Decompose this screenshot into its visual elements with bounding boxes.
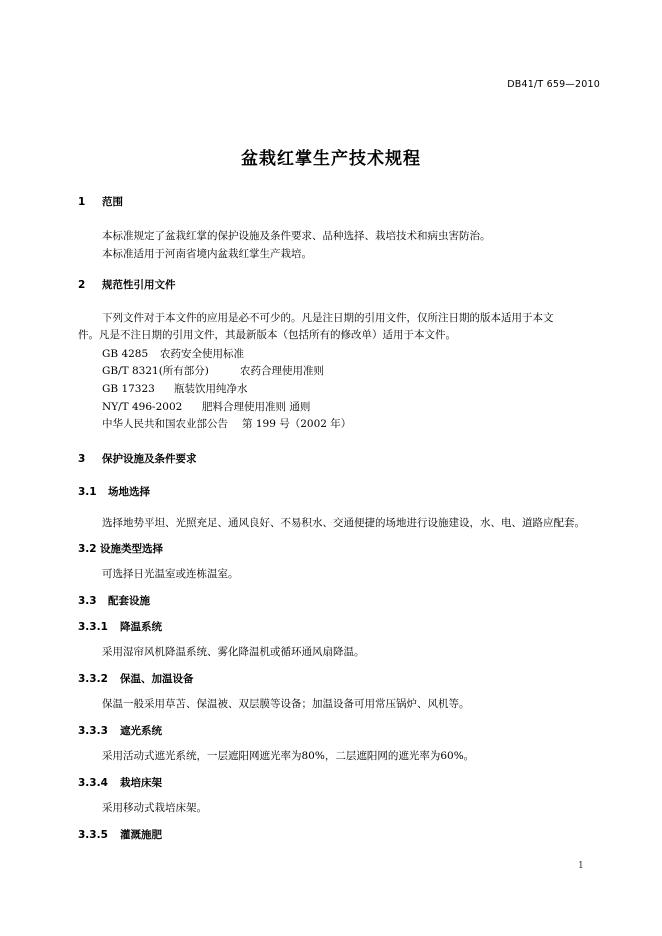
standard-code: DB41/T 659—2010 (507, 79, 600, 90)
section-number: 3.3.2 (78, 673, 108, 685)
paragraph: 件。凡是不注日期的引用文件，其最新版本（包括所有的修改单）适用于本文件。 (78, 329, 456, 341)
section-title: 规范性引用文件 (102, 279, 176, 291)
section-title: 降温系统 (120, 621, 162, 633)
section-number: 3 (78, 453, 86, 465)
subsection-3-3-1-heading (78, 619, 162, 634)
section-number: 3.2 (78, 543, 97, 555)
section-title: 灌溉施肥 (120, 829, 162, 841)
reference-item (102, 346, 244, 361)
paragraph: 采用移动式栽培床架。 (102, 802, 207, 814)
reference-code: GB 17323 (102, 383, 155, 395)
subsection-3-3-5-heading (78, 827, 162, 842)
subsection-3-2-heading (78, 541, 163, 556)
subsection-3-3-2-heading (78, 671, 194, 686)
paragraph: 本标准规定了盆栽红掌的保护设施及条件要求、品种选择、栽培技术和病虫害防治。 (102, 230, 491, 242)
section-title: 遮光系统 (120, 725, 162, 737)
reference-item (102, 399, 310, 414)
paragraph: 采用湿帘风机降温系统、雾化降温机或循环通风扇降温。 (102, 646, 365, 658)
section-number: 3.3.4 (78, 777, 108, 789)
reference-name: 第 199 号（2002 年） (242, 418, 352, 430)
reference-item (102, 363, 324, 378)
section-number: 2 (78, 279, 86, 291)
paragraph: 本标准适用于河南省境内盆栽红掌生产栽培。 (102, 248, 312, 260)
reference-item (102, 416, 351, 431)
reference-name: 肥料合理使用准则 通则 (202, 401, 311, 413)
reference-name: 农药合理使用准则 (240, 365, 324, 377)
section-title: 配套设施 (108, 595, 150, 607)
subsection-3-1-heading (78, 484, 150, 499)
section-number: 3.3.1 (78, 621, 108, 633)
paragraph: 保温一般采用草苫、保温被、双层膜等设备；加温设备可用常压锅炉、风机等。 (102, 698, 470, 710)
paragraph: 下列文件对于本文件的应用是必不可少的。凡是注日期的引用文件，仅所注日期的版本适用于本文 (102, 312, 554, 324)
subsection-3-3-3-heading (78, 723, 162, 738)
reference-name: 农药安全使用标准 (160, 348, 244, 360)
section-number: 1 (78, 196, 86, 208)
page-number: 1 (578, 861, 584, 871)
section-title: 栽培床架 (120, 777, 162, 789)
reference-code: 中华人民共和国农业部公告 (102, 418, 228, 430)
section-number: 3.3.3 (78, 725, 108, 737)
reference-name: 瓶装饮用纯净水 (174, 383, 248, 395)
section-1-heading (78, 194, 123, 209)
section-title: 保温、加温设备 (120, 673, 194, 685)
section-title: 设施类型选择 (100, 543, 163, 555)
section-title: 场地选择 (108, 486, 150, 498)
section-number: 3.1 (78, 486, 97, 498)
section-title: 保护设施及条件要求 (102, 453, 197, 465)
section-number: 3.3.5 (78, 829, 108, 841)
section-number: 3.3 (78, 595, 97, 607)
reference-code: GB 4285 (102, 348, 149, 360)
paragraph: 选择地势平坦、光照充足、通风良好、不易积水、交通便捷的场地进行设施建设，水、电、道路应配套。 (102, 517, 585, 529)
reference-code: NY/T 496-2002 (102, 401, 183, 413)
subsection-3-3-4-heading (78, 775, 162, 790)
paragraph: 采用活动式遮光系统，一层遮阳网遮光率为80%，二层遮阳网的遮光率为60%。 (102, 750, 475, 762)
section-title: 范围 (102, 196, 123, 208)
paragraph: 可选择日光温室或连栋温室。 (102, 568, 239, 580)
document-title: 盆栽红掌生产技术规程 (241, 149, 421, 169)
reference-item (102, 381, 248, 396)
reference-code: GB/T 8321(所有部分) (102, 365, 209, 377)
section-3-heading (78, 451, 197, 466)
subsection-3-3-heading (78, 593, 150, 608)
section-2-heading (78, 277, 176, 292)
